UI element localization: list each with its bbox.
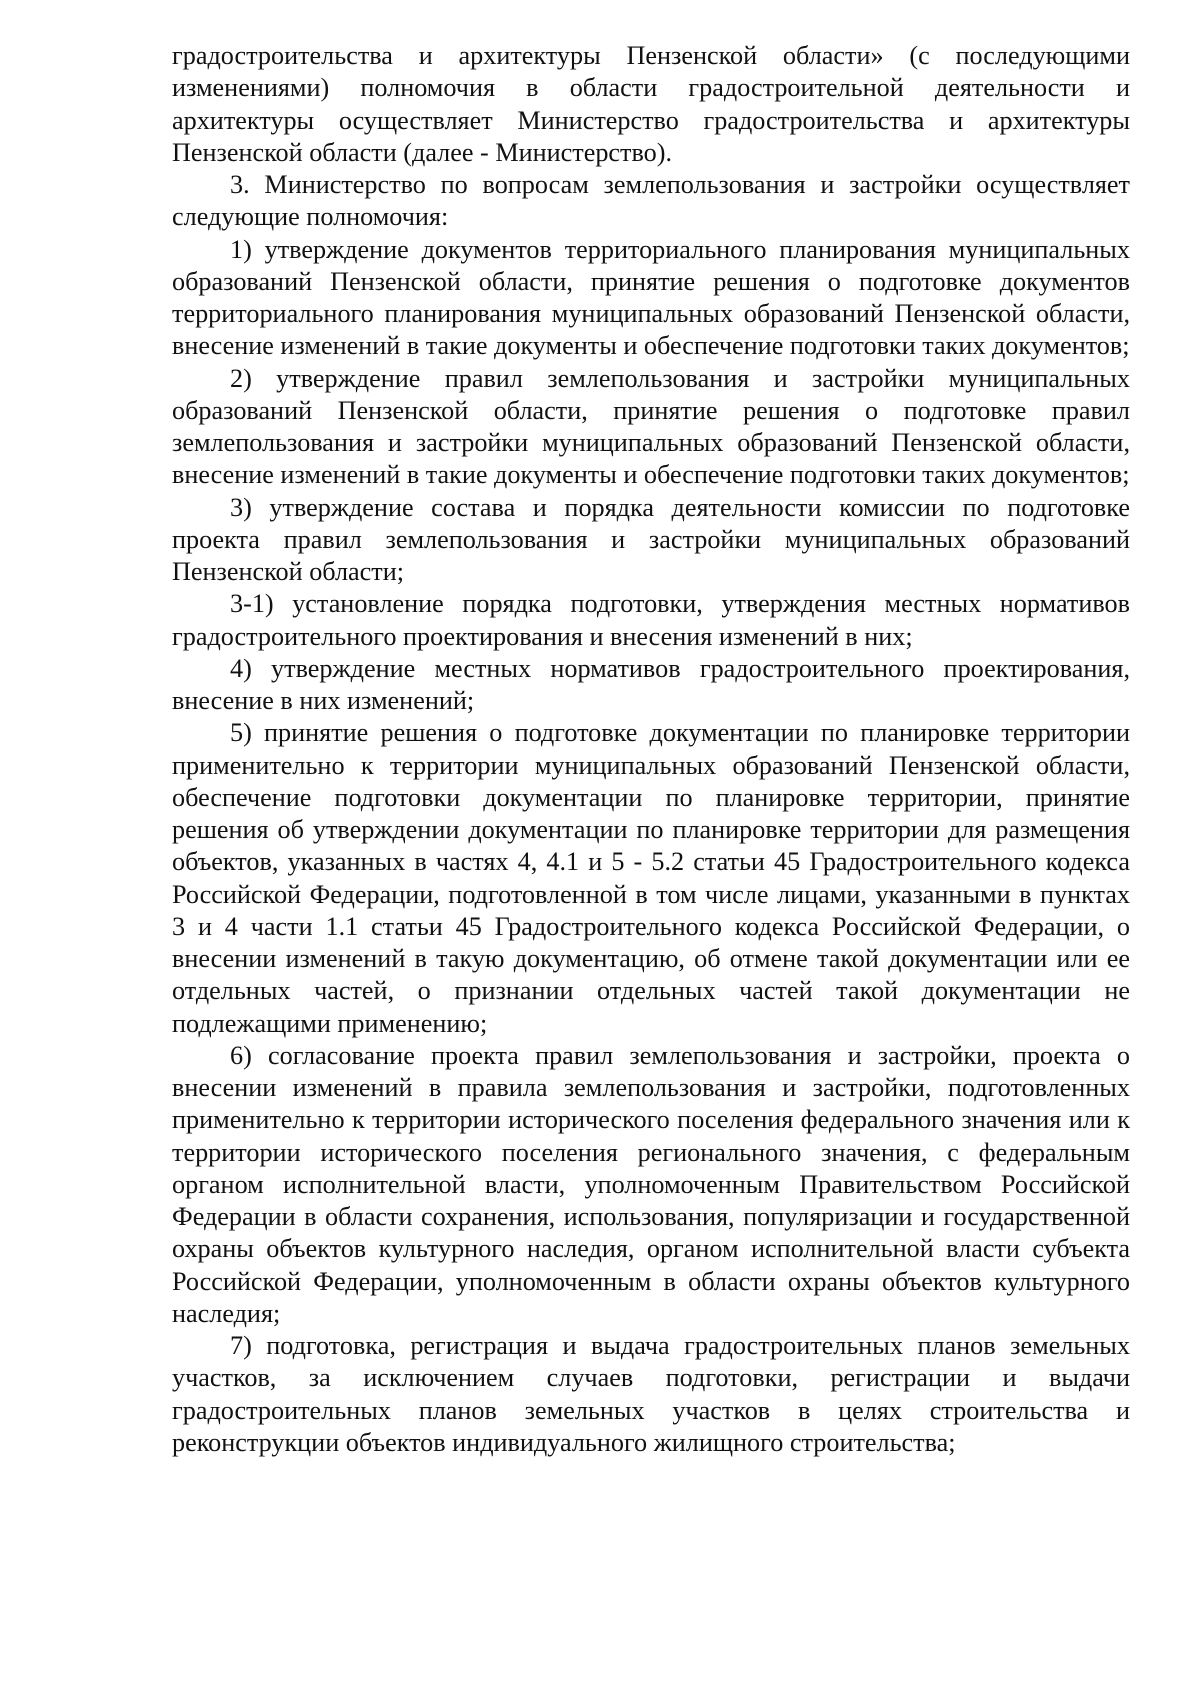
document-body <box>172 40 1130 1459</box>
list-item-2: 2) утверждение правил землепользования и застройки муниципальных образований Пензенской области, принятие решения о подготовке правил землепользования и застройки муниципальных образований Пензенской области, внесение изменений в такие документы и обеспечение подготовки таких документов; <box>172 363 1130 490</box>
list-item-4: 4) утверждение местных нормативов градостроительного проектирования, внесение в них изменений; <box>172 653 1130 715</box>
paragraph-item-3: 3. Министерство по вопросам землепользования и застройки осуществляет следующие полномочия: <box>172 170 1130 232</box>
list-item-5: 5) принятие решения о подготовке документации по планировке территории применительно к территории муниципальных образований Пензенской области, обеспечение подготовки документации по планировке территории, принятие решения об утверждении документации по планировке территории для размещения объектов, указанных в частях 4, 4.1 и 5 - 5.2 статьи 45 Градостроительного кодекса Российской Федерации, подготовленной в том числе лицами, указанными в пунктах 3 и 4 части 1.1 статьи 45 Градостроительного кодекса Российской Федерации, о внесении изменений в такую документацию, об отмене такой документации или ее отдельных частей, о признании отдельных частей такой документации не подлежащими применению; <box>172 718 1130 1038</box>
list-item-3: 3) утверждение состава и порядка деятельности комиссии по подготовке проекта правил землепользования и застройки муниципальных образований Пензенской области; <box>172 492 1130 586</box>
list-item-3-1: 3-1) установление порядка подготовки, утверждения местных нормативов градостроительного проектирования и внесения изменений в них; <box>172 589 1130 651</box>
list-item-7: 7) подготовка, регистрация и выдача градостроительных планов земельных участков, за исключением случаев подготовки, регистрации и выдачи градостроительных планов земельных участков в целях строительства и реконструкции объектов индивидуального жилищного строительства; <box>172 1331 1130 1457</box>
list-item-6: 6) согласование проекта правил землепользования и застройки, проекта о внесении изменений в правила землепользования и застройки, подготовленных применительно к территории исторического поселения федерального значения или к территории исторического поселения регионального значения, с федеральным органом исполнительной власти, уполномоченным Правительством Российской Федерации в области сохранения, использования, популяризации и государственной охраны объектов культурного наследия, органом исполнительной власти субъекта Российской Федерации, уполномоченным в области охраны объектов культурного наследия; <box>172 1040 1130 1328</box>
list-item-1: 1) утверждение документов территориального планирования муниципальных образований Пензенской области, принятие решения о подготовке документов территориального планирования муниципальных образований Пензенской области, внесение изменений в такие документы и обеспечение подготовки таких документов; <box>172 234 1130 361</box>
paragraph-continuation: градостроительства и архитектуры Пензенской области» (с последующими изменениями) полномочия в области градостроительной деятельности и архитектуры осуществляет Министерство градостроительства и архитектуры Пензенской области (далее - Министерство). <box>172 41 1130 167</box>
